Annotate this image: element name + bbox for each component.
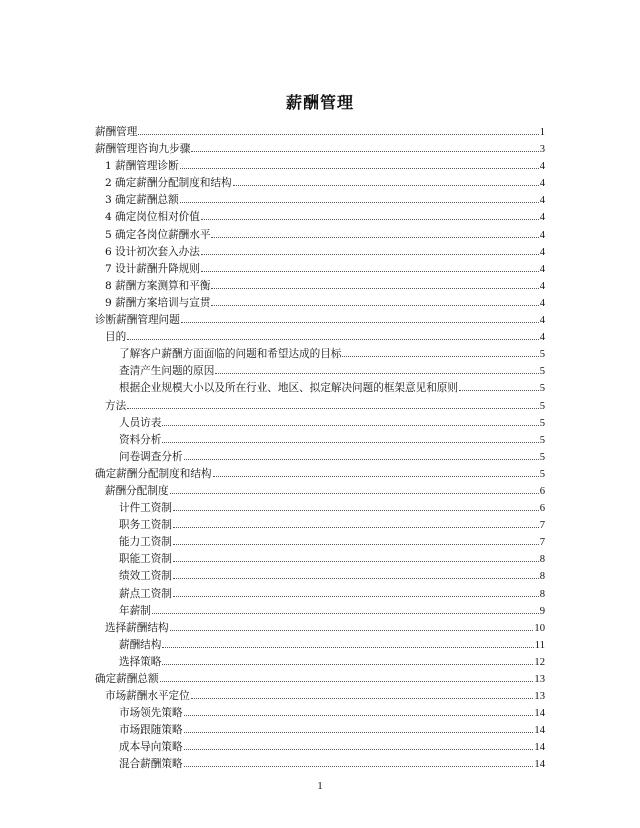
toc-entry[interactable] — [95, 500, 545, 517]
toc-entry-page: 4 — [539, 178, 545, 190]
dot-leader — [162, 442, 538, 443]
toc-entry-page: 4 — [539, 315, 545, 327]
toc-entry-label: 选择薪酬结构 — [105, 621, 169, 634]
toc-entry[interactable] — [95, 227, 545, 244]
toc-entry-page: 5 — [539, 349, 545, 361]
page-number: 1 — [317, 780, 323, 792]
toc-entry-label: 问卷调查分析 — [119, 450, 183, 463]
dot-leader — [233, 185, 539, 186]
toc-entry-label: 5 确定各岗位薪酬水平 — [105, 228, 211, 241]
toc-entry-label: 绩效工资制 — [119, 570, 172, 583]
toc-entry[interactable] — [95, 534, 545, 551]
dot-leader — [127, 408, 539, 409]
toc-entry-page: 4 — [539, 212, 545, 224]
toc-entry[interactable] — [95, 586, 545, 603]
dot-leader — [184, 766, 534, 767]
dot-leader — [191, 698, 534, 699]
toc-entry-label: 市场薪酬水平定位 — [105, 690, 190, 703]
toc-entry-label: 8 薪酬方案测算和平衡 — [105, 279, 211, 292]
dot-leader — [215, 373, 538, 374]
toc-entry-label: 薪酬管理咨询九步骤 — [95, 143, 191, 156]
toc-entry-label: 目的 — [105, 331, 127, 344]
toc-entry-label: 薪酬结构 — [119, 638, 162, 651]
toc-entry-label: 能力工资制 — [119, 536, 172, 549]
toc-entry[interactable] — [95, 312, 545, 329]
toc-entry-page: 5 — [539, 400, 545, 412]
toc-entry-page: 13 — [534, 691, 545, 703]
toc-entry[interactable] — [95, 705, 545, 722]
dot-leader — [160, 681, 534, 682]
toc-entry-page: 5 — [539, 366, 545, 378]
toc-entry[interactable] — [95, 483, 545, 500]
toc-entry[interactable] — [95, 158, 545, 175]
toc-entry-label: 1 薪酬管理诊断 — [105, 160, 179, 173]
toc-entry[interactable] — [95, 261, 545, 278]
toc-entry-page: 4 — [539, 263, 545, 275]
toc-entry-label: 7 设计薪酬升降规则 — [105, 262, 200, 275]
toc-entry-label: 混合薪酬策略 — [119, 758, 183, 771]
toc-entry-page: 14 — [534, 708, 545, 720]
toc-entry-page: 14 — [534, 759, 545, 771]
toc-entry-label: 9 薪酬方案培训与宣贯 — [105, 296, 211, 309]
toc-entry[interactable] — [95, 380, 545, 397]
dot-leader — [184, 715, 534, 716]
dot-leader — [152, 613, 539, 614]
dot-leader — [173, 544, 539, 545]
dot-leader — [170, 493, 539, 494]
toc-entry-label: 市场领先策略 — [119, 707, 183, 720]
toc-entry-page: 7 — [539, 520, 545, 532]
toc-entry-label: 薪酬分配制度 — [105, 484, 169, 497]
toc-entry-label: 4 确定岗位相对价值 — [105, 211, 200, 224]
toc-entry-label: 3 确定薪酬总额 — [105, 194, 179, 207]
toc-entry[interactable] — [95, 517, 545, 534]
toc-entry-page: 4 — [539, 332, 545, 344]
dot-leader — [211, 237, 538, 238]
toc-entry-page: 12 — [534, 656, 545, 668]
dot-leader — [184, 749, 534, 750]
toc-entry-label: 资料分析 — [119, 433, 162, 446]
toc-entry-label: 薪酬管理 — [95, 126, 138, 138]
toc-entry-label: 方法 — [105, 399, 127, 412]
toc-entry[interactable] — [95, 192, 545, 209]
toc-entry-page: 8 — [539, 588, 545, 600]
dot-leader — [201, 271, 539, 272]
toc-entry-page: 1 — [539, 127, 545, 138]
toc-entry-label: 诊断薪酬管理问题 — [95, 314, 180, 327]
toc-entry[interactable] — [95, 244, 545, 261]
toc-entry-page: 13 — [534, 674, 545, 685]
toc-entry[interactable] — [95, 449, 545, 466]
toc-entry[interactable] — [95, 141, 545, 158]
toc-entry[interactable] — [95, 551, 545, 568]
toc-entry-page: 8 — [539, 571, 545, 583]
dot-leader — [211, 305, 538, 306]
dot-leader — [181, 322, 539, 323]
toc-entry-label: 2 确定薪酬分配制度和结构 — [105, 177, 232, 190]
toc-entry-label: 人员访表 — [119, 416, 162, 429]
toc-entry-page: 4 — [539, 195, 545, 207]
toc-entry-label: 年薪制 — [119, 604, 151, 617]
dot-leader — [342, 356, 538, 357]
toc-entry[interactable] — [95, 654, 545, 671]
dot-leader — [162, 425, 538, 426]
toc-entry[interactable] — [95, 739, 545, 756]
toc-entry-page: 4 — [539, 297, 545, 309]
toc-entry-page: 11 — [534, 639, 545, 651]
toc-entry[interactable] — [95, 603, 545, 620]
toc-entry-label: 选择策略 — [119, 655, 162, 668]
dot-leader — [173, 578, 539, 579]
dot-leader — [138, 134, 538, 135]
dot-leader — [162, 664, 533, 665]
dot-leader — [201, 254, 539, 255]
toc-entry-page: 5 — [539, 383, 545, 395]
toc-entry[interactable] — [95, 329, 545, 346]
toc-entry-label: 计件工资制 — [119, 502, 172, 515]
toc-entry-page: 5 — [539, 451, 545, 463]
toc-entry-page: 5 — [539, 468, 545, 480]
toc-entry[interactable] — [95, 688, 545, 705]
toc-entry[interactable] — [95, 671, 545, 688]
dot-leader — [173, 510, 539, 511]
dot-leader — [173, 561, 539, 562]
toc-entry[interactable] — [95, 432, 545, 449]
toc-entry-label: 职能工资制 — [119, 553, 172, 566]
toc-entry-page: 10 — [534, 622, 545, 634]
dot-leader — [127, 339, 539, 340]
toc-entry-label: 市场跟随策略 — [119, 724, 183, 737]
document-title: 薪酬管理 — [285, 93, 354, 112]
toc-entry[interactable] — [95, 346, 545, 363]
toc-entry[interactable] — [95, 415, 545, 432]
dot-leader — [170, 630, 534, 631]
toc-entry[interactable] — [95, 620, 545, 637]
toc-entry-page: 9 — [539, 605, 545, 617]
toc-entry-label: 6 设计初次套入办法 — [105, 245, 200, 258]
toc-entry[interactable] — [95, 466, 545, 483]
toc-entry-page: 6 — [539, 485, 545, 497]
toc-entry-label: 了解客户薪酬方面面临的问题和希望达成的目标 — [119, 348, 342, 361]
dot-leader — [213, 476, 539, 477]
toc-entry-label: 确定薪酬总额 — [95, 673, 159, 685]
toc-entry[interactable] — [95, 722, 545, 739]
toc-entry-page: 7 — [539, 537, 545, 549]
toc-entry-page: 4 — [539, 280, 545, 292]
toc-entry-label: 确定薪酬分配制度和结构 — [95, 467, 212, 480]
dot-leader — [191, 151, 538, 152]
toc-entry-label: 职务工资制 — [119, 519, 172, 532]
toc-entry[interactable] — [95, 124, 545, 141]
toc-entry-page: 4 — [539, 229, 545, 241]
dot-leader — [201, 219, 539, 220]
toc-entry[interactable] — [95, 295, 545, 312]
toc-entry-page: 14 — [534, 725, 545, 737]
dot-leader — [211, 288, 538, 289]
toc-entry-label: 薪点工资制 — [119, 587, 172, 600]
toc-entry-page: 8 — [539, 554, 545, 566]
toc-entry-page: 4 — [539, 246, 545, 258]
toc-entry-page: 4 — [539, 161, 545, 173]
toc-entry[interactable] — [95, 209, 545, 226]
dot-leader — [184, 732, 534, 733]
dot-leader — [184, 459, 539, 460]
dot-leader — [459, 390, 539, 391]
toc-entry[interactable] — [95, 175, 545, 192]
toc-entry-page: 3 — [539, 144, 545, 156]
toc-entry-page: 5 — [539, 417, 545, 429]
toc-entry-page: 14 — [534, 742, 545, 754]
table-of-contents — [95, 124, 545, 774]
toc-entry[interactable] — [95, 363, 545, 380]
toc-entry-page: 6 — [539, 503, 545, 515]
toc-entry[interactable] — [95, 568, 545, 585]
dot-leader — [180, 168, 539, 169]
toc-entry-label: 查清产生问题的原因 — [119, 365, 215, 378]
toc-entry[interactable] — [95, 637, 545, 654]
dot-leader — [173, 596, 539, 597]
toc-entry-page: 5 — [539, 434, 545, 446]
dot-leader — [173, 527, 539, 528]
toc-entry[interactable] — [95, 756, 545, 773]
dot-leader — [162, 647, 533, 648]
toc-entry-label: 根据企业规模大小以及所在行业、地区、拟定解决问题的框架意见和原则 — [119, 382, 458, 395]
toc-entry-label: 成本导向策略 — [119, 741, 183, 754]
dot-leader — [180, 202, 539, 203]
toc-entry[interactable] — [95, 278, 545, 295]
toc-entry[interactable] — [95, 398, 545, 415]
